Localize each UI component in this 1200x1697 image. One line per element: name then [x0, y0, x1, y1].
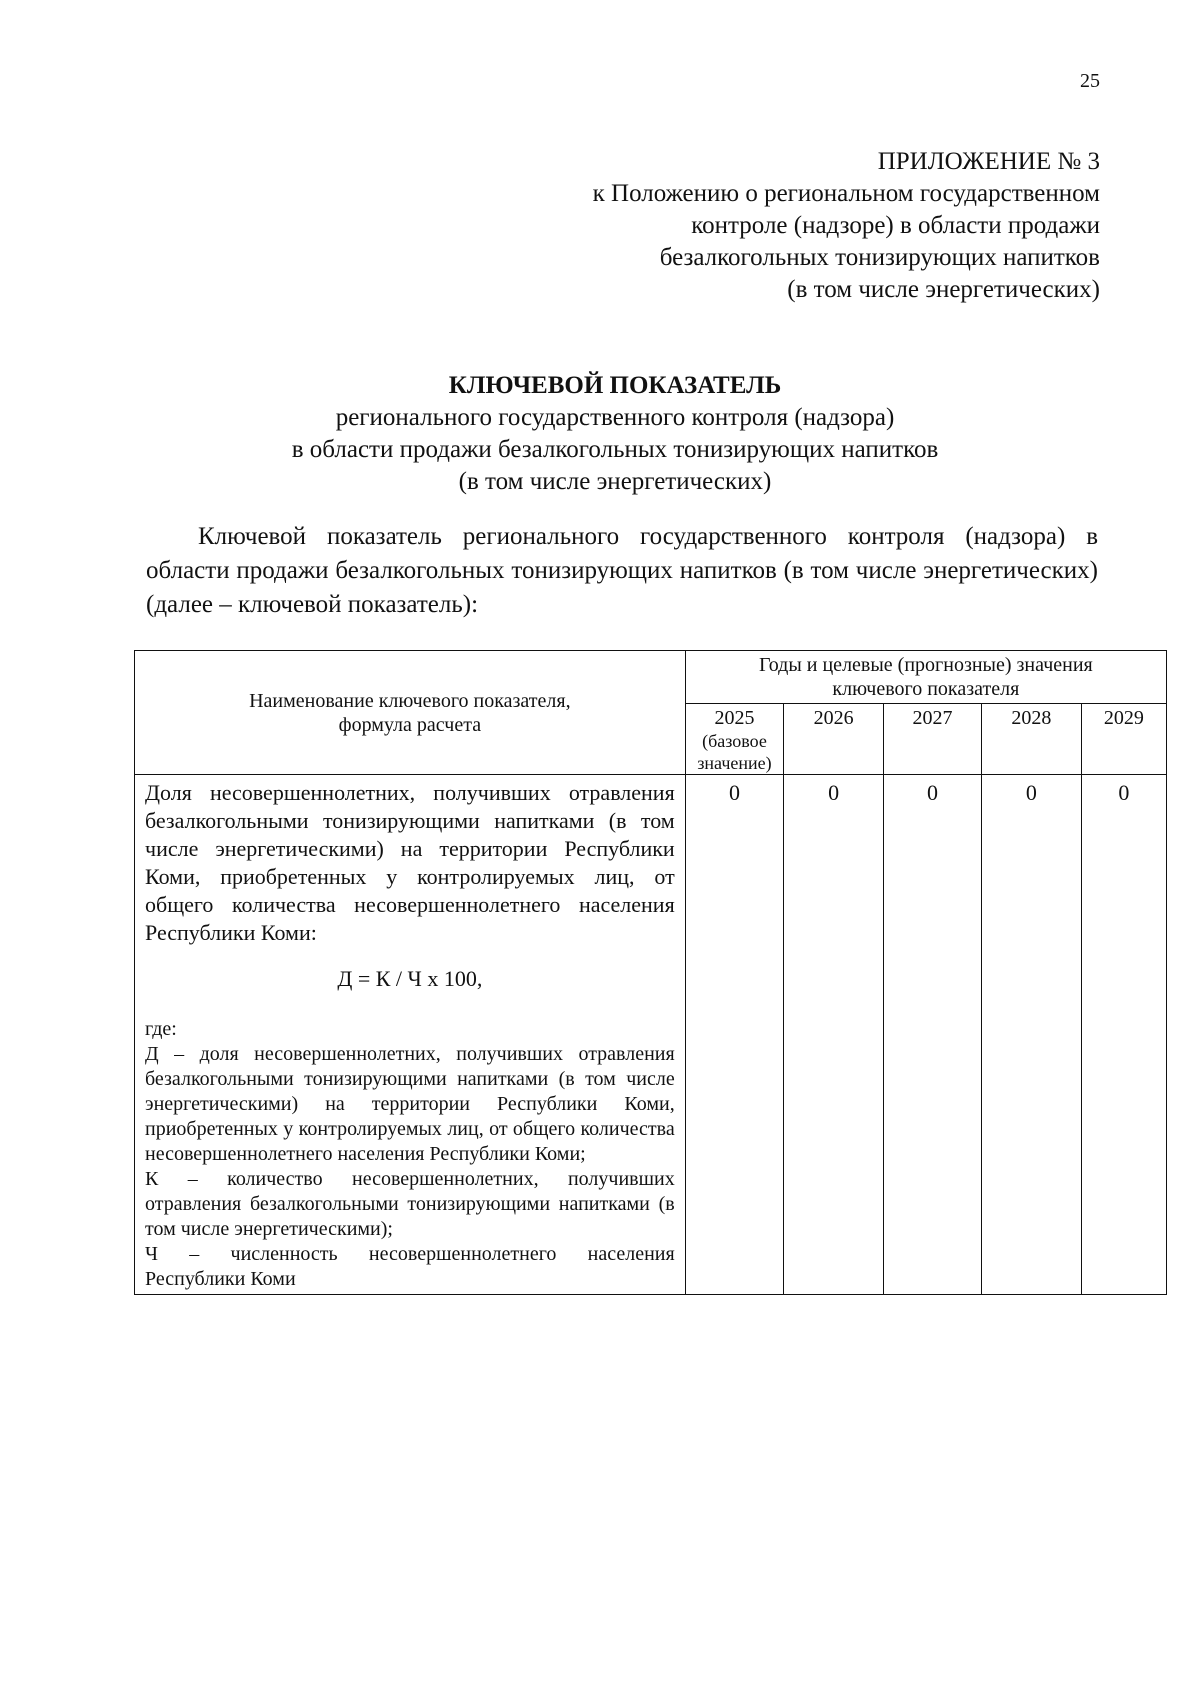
title-subtitle-line: регионального государственного контроля (надзора) — [335, 404, 895, 431]
year-note-line: значение) — [697, 753, 772, 773]
value-2029: 0 — [1081, 775, 1166, 1295]
year-header-2028 — [981, 704, 1081, 775]
value-2026: 0 — [784, 775, 884, 1295]
value-2028: 0 — [981, 775, 1081, 1295]
name-header-cell — [135, 651, 686, 775]
appendix-line: безалкогольных тонизирующих напитков — [659, 244, 1100, 271]
year-header-2027 — [884, 704, 982, 775]
name-header-line: формула расчета — [338, 713, 482, 736]
appendix-line: контроле (надзоре) в области продажи — [691, 212, 1100, 239]
indicator-formula: Д = К / Ч х 100, — [337, 966, 483, 991]
page-number: 25 — [1080, 70, 1100, 92]
year-label: 2026 — [813, 707, 854, 729]
definition-ch: Ч – численность несовершеннолетнего населения Республики Коми — [145, 1243, 675, 1290]
title-subtitle-line: (в том числе энергетических) — [458, 468, 772, 495]
year-header-2026 — [784, 704, 884, 775]
document-title — [130, 370, 1100, 498]
indicator-description-cell — [135, 775, 686, 1295]
table-header-row — [135, 651, 1167, 704]
value-2027: 0 — [884, 775, 982, 1295]
year-label: 2027 — [912, 707, 953, 729]
indicator-description: Доля несовершеннолетних, получивших отравления безалкогольными тонизирующими напитками (в том числе энергетическими) на территории Республики Коми, приобретенных у контролируемых лиц, от общего количества несовершеннолетнего населения Республики Коми: — [145, 780, 675, 945]
where-label: где: — [145, 1018, 177, 1040]
appendix-line: ПРИЛОЖЕНИЕ № 3 — [877, 148, 1100, 175]
year-label: 2025 — [714, 707, 755, 729]
intro-paragraph: Ключевой показатель регионального государственного контроля (надзора) в области продажи безалкогольных тонизирующих напитков (в том числе энергетических) (далее – ключевой показатель): — [146, 523, 1098, 618]
title-subtitle-line: в области продажи безалкогольных тонизирующих напитков — [291, 436, 939, 463]
appendix-line: к Положению о региональном государственном — [592, 180, 1100, 207]
year-label: 2028 — [1011, 707, 1052, 729]
years-header-cell — [685, 651, 1166, 704]
year-note-line: (базовое — [702, 731, 767, 751]
title-heading: КЛЮЧЕВОЙ ПОКАЗАТЕЛЬ — [448, 372, 782, 399]
value-2025: 0 — [685, 775, 784, 1295]
year-header-2029 — [1081, 704, 1166, 775]
year-label: 2029 — [1103, 707, 1144, 729]
appendix-line: (в том числе энергетических) — [787, 276, 1100, 303]
definition-k: К – количество несовершеннолетних, получивших отравления безалкогольными тонизирующими напитками (в том числе энергетическими); — [145, 1168, 675, 1240]
table-row — [135, 775, 1167, 1295]
name-header-line: Наименование ключевого показателя, — [249, 689, 571, 712]
appendix-header — [593, 146, 1100, 306]
indicator-table — [134, 650, 1167, 1295]
year-header-2025 — [685, 704, 784, 775]
years-header-line: Годы и целевые (прогнозные) значения — [758, 654, 1093, 676]
definition-d: Д – доля несовершеннолетних, получивших отравления безалкогольными тонизирующими напитками (в том числе энергетическими) на территории Республики Коми, приобретенных у контролируемых лиц, от общего количества несовершеннолетнего населения Республики Коми; — [145, 1043, 675, 1165]
years-header-line: ключевого показателя — [832, 678, 1020, 700]
